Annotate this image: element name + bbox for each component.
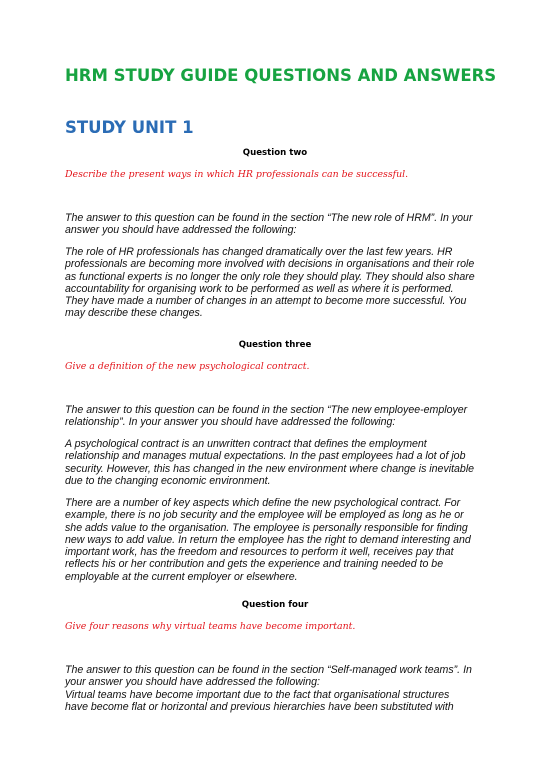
question-four-heading: Question four — [241, 600, 309, 610]
study-unit-heading: STUDY UNIT 1 — [65, 118, 194, 137]
question-four-answer-intro: The answer to this question can be found in the section “Self-managed work teams”. In your answer you should have addressed the following: Virtual teams have become important due to the fact that organisational structures have become flat or horizontal and previous hierarchies have been substituted with — [65, 664, 472, 713]
document-title: HRM STUDY GUIDE QUESTIONS AND ANSWERS — [65, 66, 497, 85]
question-four-text: Give four reasons why virtual teams have become important. — [65, 621, 356, 632]
question-two-heading: Question two — [242, 148, 308, 158]
question-three-answer-body-1: A psychological contract is an unwritten contract that defines the employment relationship and manages mutual expectations. In the past employees had a lot of job security. However, this has changed in the new environment where change is inevitable due to the changing economic environment. — [65, 438, 475, 487]
question-three-heading: Question three — [238, 340, 312, 350]
question-three-answer-intro: The answer to this question can be found in the section “The new employee-employer relationship”. In your answer you should have addressed the following: — [65, 404, 468, 429]
question-three-text: Give a definition of the new psychological contract. — [65, 361, 310, 372]
question-two-text: Describe the present ways in which HR professionals can be successful. — [65, 169, 409, 180]
question-two-answer-intro: The answer to this question can be found in the section “The new role of HRM”. In your answer you should have addressed the following: — [65, 212, 473, 237]
question-two-answer-body: The role of HR professionals has changed dramatically over the last few years. HR professionals are becoming more involved with decisions in organisations and their role as functional experts is no longer the only role they should play. They should also share accountability for organising work to be performed as well as where it is performed. They have made a number of changes in an attempt to become more successful. You may describe these changes. — [65, 246, 475, 320]
question-three-answer-body-2: There are a number of key aspects which define the new psychological contract. For example, there is no job security and the employee will be employed as long as he or she adds value to the organisation. The employee is personally responsible for finding new ways to add value. In return the employee has the right to demand interesting and important work, has the freedom and resources to perform it well, receives pay that reflects his or her contribution and gets the experience and training needed to be employable at the current employer or elsewhere. — [65, 497, 471, 583]
